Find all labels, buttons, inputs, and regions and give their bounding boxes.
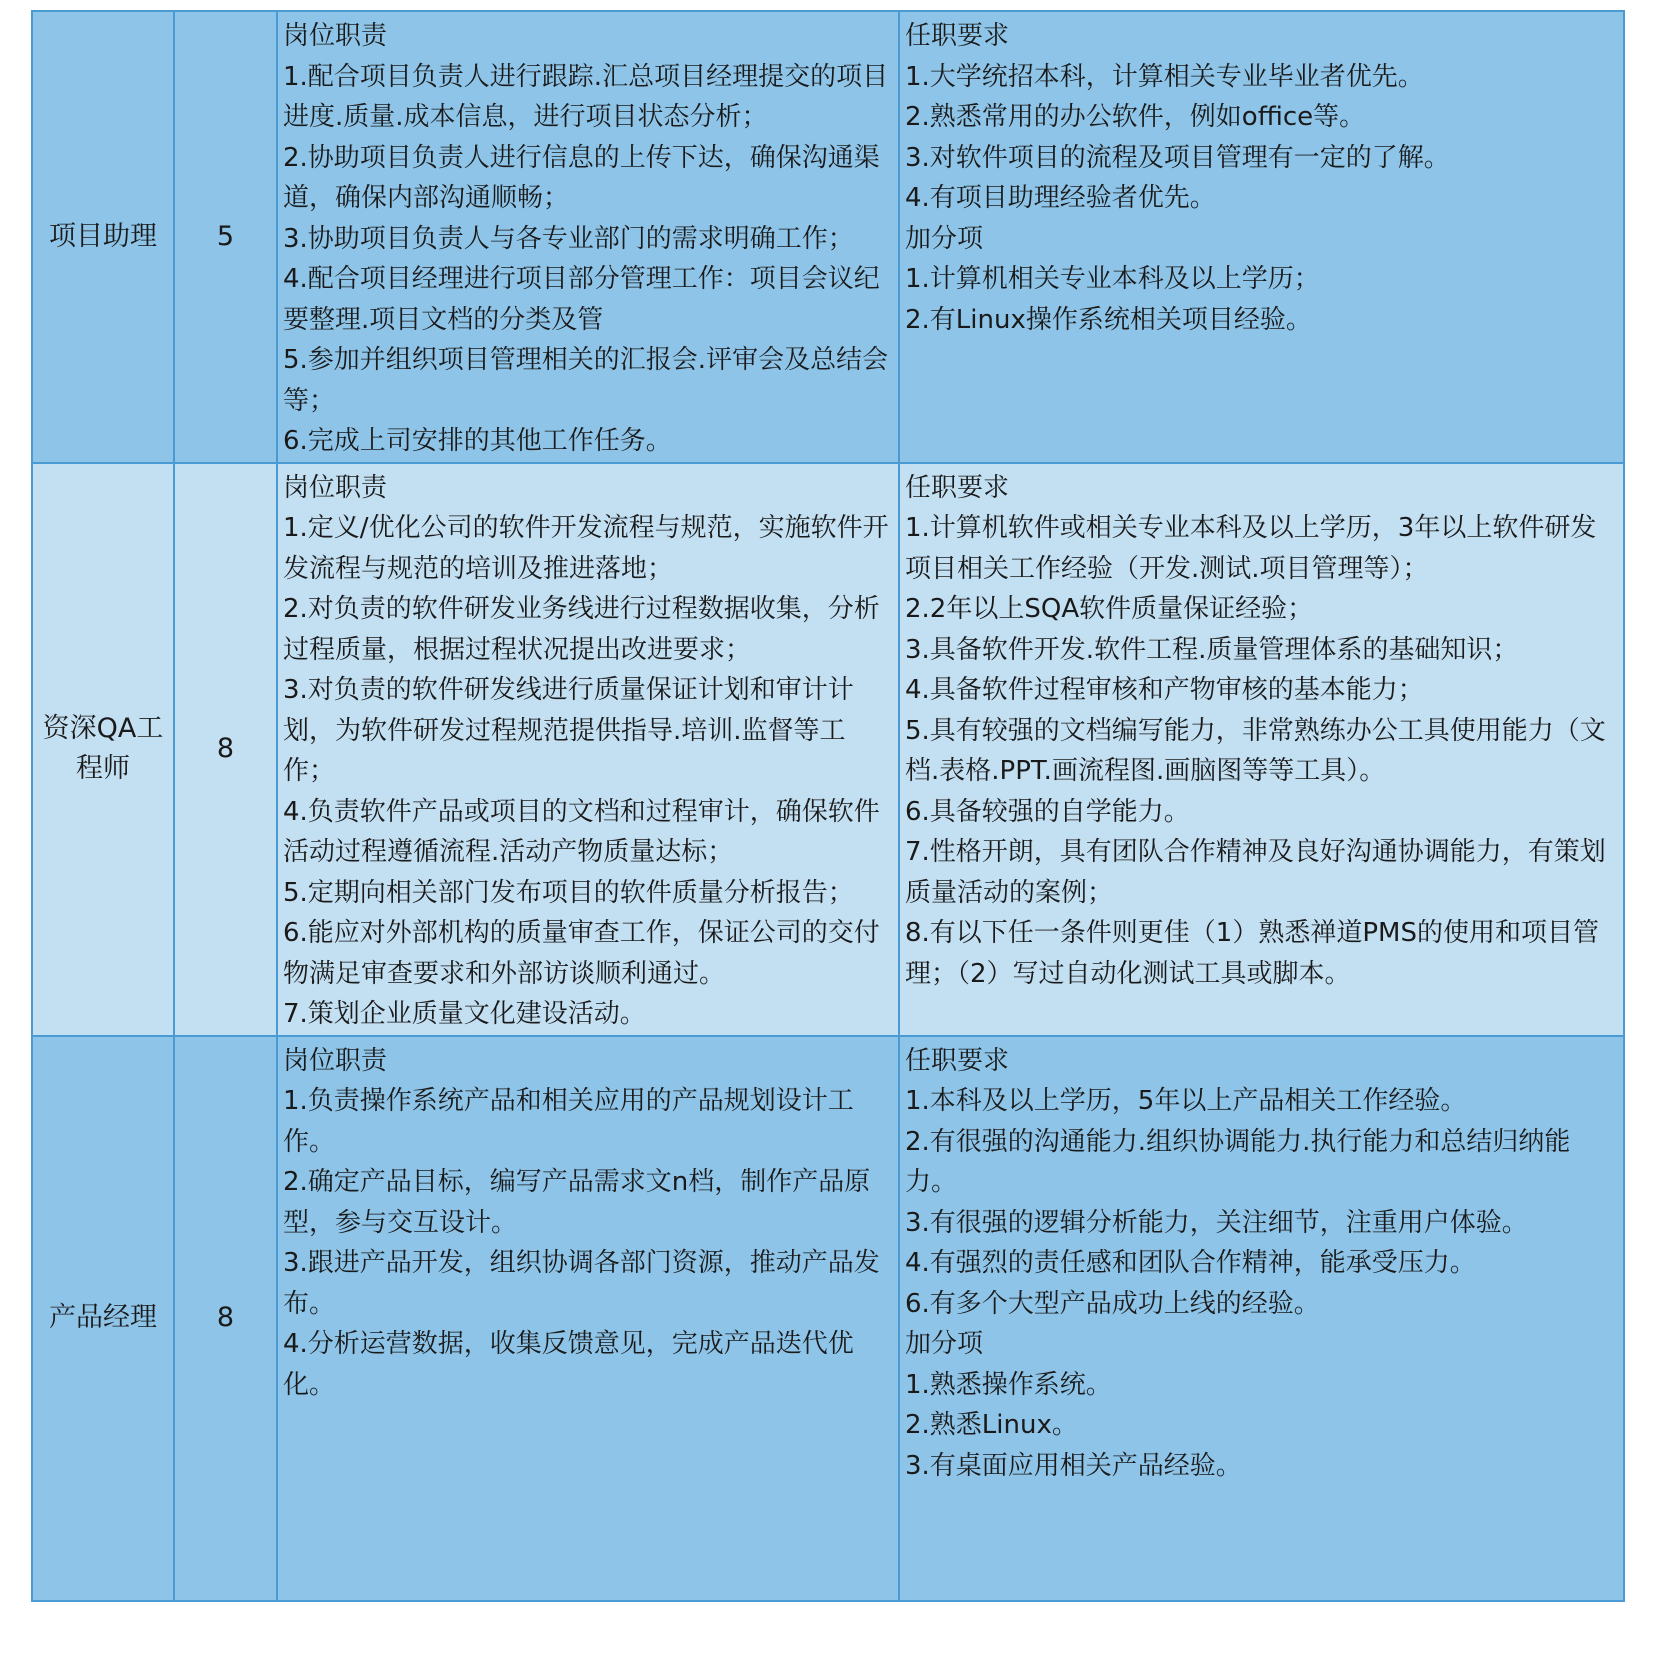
requirement-item: 5.具有较强的文档编写能力，非常熟练办公工具使用能力（文档.表格.PPT.画流程图.画脑图等等工具）。 [905, 715, 1606, 786]
headcount: 5 [216, 220, 235, 252]
position-title-cell [32, 463, 174, 1036]
bonus-item: 1.熟悉操作系统。 [905, 1369, 1112, 1400]
duties-heading: 岗位职责 [283, 472, 388, 503]
bonus-heading: 加分项 [905, 223, 984, 254]
duty-item: 5.参加并组织项目管理相关的汇报会.评审会及总结会等； [283, 345, 889, 416]
requirement-item: 3.对软件项目的流程及项目管理有一定的了解。 [905, 142, 1450, 173]
requirement-item: 4.有强烈的责任感和团队合作精神，能承受压力。 [905, 1248, 1476, 1278]
requirement-item: 4.具备软件过程审核和产物审核的基本能力； [905, 675, 1424, 705]
requirement-item: 3.具备软件开发.软件工程.质量管理体系的基础知识； [905, 634, 1519, 665]
bonus-item: 3.有桌面应用相关产品经验。 [905, 1450, 1242, 1481]
duty-item: 1.配合项目负责人进行跟踪.汇总项目经理提交的项目进度.质量.成本信息，进行项目状态分析； [283, 61, 889, 132]
duty-item: 3.跟进产品开发，组织协调各部门资源，推动产品发布。 [283, 1248, 880, 1319]
duties-cell [277, 463, 899, 1036]
requirement-item: 7.性格开朗，具有团队合作精神及良好沟通协调能力，有策划质量活动的案例； [905, 837, 1606, 908]
duty-item: 2.对负责的软件研发业务线进行过程数据收集，分析过程质量，根据过程状况提出改进要求； [283, 594, 880, 665]
bonus-item: 2.熟悉Linux。 [905, 1410, 1078, 1440]
requirements-heading: 任职要求 [905, 21, 1010, 51]
duty-item: 3.对负责的软件研发线进行质量保证计划和审计计划，为软件研发过程规范提供指导.培训.监督等工作； [283, 675, 854, 786]
requirement-item: 6.具备较强的自学能力。 [905, 796, 1190, 827]
headcount-cell [174, 11, 277, 463]
duty-item: 1.负责操作系统产品和相关应用的产品规划设计工作。 [283, 1086, 854, 1157]
duties-heading: 岗位职责 [283, 21, 388, 51]
requirements-heading: 任职要求 [905, 1045, 1010, 1076]
duty-item: 4.配合项目经理进行项目部分管理工作：项目会议纪要整理.项目文档的分类及管 [283, 264, 880, 335]
duty-item: 7.策划企业质量文化建设活动。 [283, 999, 646, 1029]
table-row-project-assistant [32, 11, 1624, 463]
requirement-item: 8.有以下任一条件则更佳（1）熟悉禅道PMS的使用和项目管理；（2）写过自动化测试工具或脚本。 [905, 918, 1599, 989]
duty-item: 6.完成上司安排的其他工作任务。 [283, 426, 672, 456]
requirement-item: 1.大学统招本科，计算相关专业毕业者优先。 [905, 61, 1424, 92]
job-listing-table [31, 10, 1625, 1602]
duty-item: 2.协助项目负责人进行信息的上传下达，确保沟通渠道，确保内部沟通顺畅； [283, 142, 880, 213]
requirement-item: 2.熟悉常用的办公软件，例如office等。 [905, 102, 1366, 132]
table-row-product-manager [32, 1036, 1624, 1601]
position-title: 产品经理 [49, 1302, 157, 1333]
position-title: 项目助理 [49, 220, 157, 252]
duties-cell [277, 1036, 899, 1601]
table-row-senior-qa-engineer [32, 463, 1624, 1036]
requirement-item: 3.有很强的逻辑分析能力，关注细节，注重用户体验。 [905, 1207, 1528, 1238]
requirements-heading: 任职要求 [905, 472, 1010, 503]
position-title: 资深QA工程师 [42, 713, 164, 784]
requirements-cell [899, 1036, 1624, 1601]
duty-item: 1.定义/优化公司的软件开发流程与规范，实施软件开发流程与规范的培训及推进落地； [283, 513, 889, 584]
duty-item: 3.协助项目负责人与各专业部门的需求明确工作； [283, 223, 854, 254]
duties-heading: 岗位职责 [283, 1045, 388, 1076]
duty-item: 4.负责软件产品或项目的文档和过程审计，确保软件活动过程遵循流程.活动产物质量达标； [283, 796, 880, 867]
duty-item: 6.能应对外部机构的质量审查工作，保证公司的交付物满足审查要求和外部访谈顺利通过。 [283, 918, 880, 989]
duty-item: 5.定期向相关部门发布项目的软件质量分析报告； [283, 877, 854, 908]
requirement-item: 1.本科及以上学历，5年以上产品相关工作经验。 [905, 1086, 1467, 1116]
bonus-item: 1.计算机相关专业本科及以上学历； [905, 264, 1320, 294]
duty-item: 4.分析运营数据，收集反馈意见，完成产品迭代优化。 [283, 1329, 854, 1400]
position-title-cell [32, 1036, 174, 1601]
requirement-item: 2.2年以上SQA软件质量保证经验； [905, 594, 1314, 624]
requirements-cell [899, 463, 1624, 1036]
bonus-item: 2.有Linux操作系统相关项目经验。 [905, 304, 1312, 335]
headcount: 8 [216, 733, 235, 764]
headcount-cell [174, 463, 277, 1036]
requirement-item: 2.有很强的沟通能力.组织协调能力.执行能力和总结归纳能力。 [905, 1126, 1571, 1197]
position-title-cell [32, 11, 174, 463]
requirement-item: 1.计算机软件或相关专业本科及以上学历，3年以上软件研发项目相关工作经验（开发.测试.项目管理等）； [905, 513, 1597, 584]
headcount: 8 [216, 1302, 235, 1333]
requirement-item: 6.有多个大型产品成功上线的经验。 [905, 1288, 1320, 1319]
headcount-cell [174, 1036, 277, 1601]
duties-cell [277, 11, 899, 463]
duty-item: 2.确定产品目标，编写产品需求文n档，制作产品原型，参与交互设计。 [283, 1167, 871, 1238]
requirement-item: 4.有项目助理经验者优先。 [905, 183, 1216, 213]
bonus-heading: 加分项 [905, 1329, 984, 1359]
requirements-cell [899, 11, 1624, 463]
